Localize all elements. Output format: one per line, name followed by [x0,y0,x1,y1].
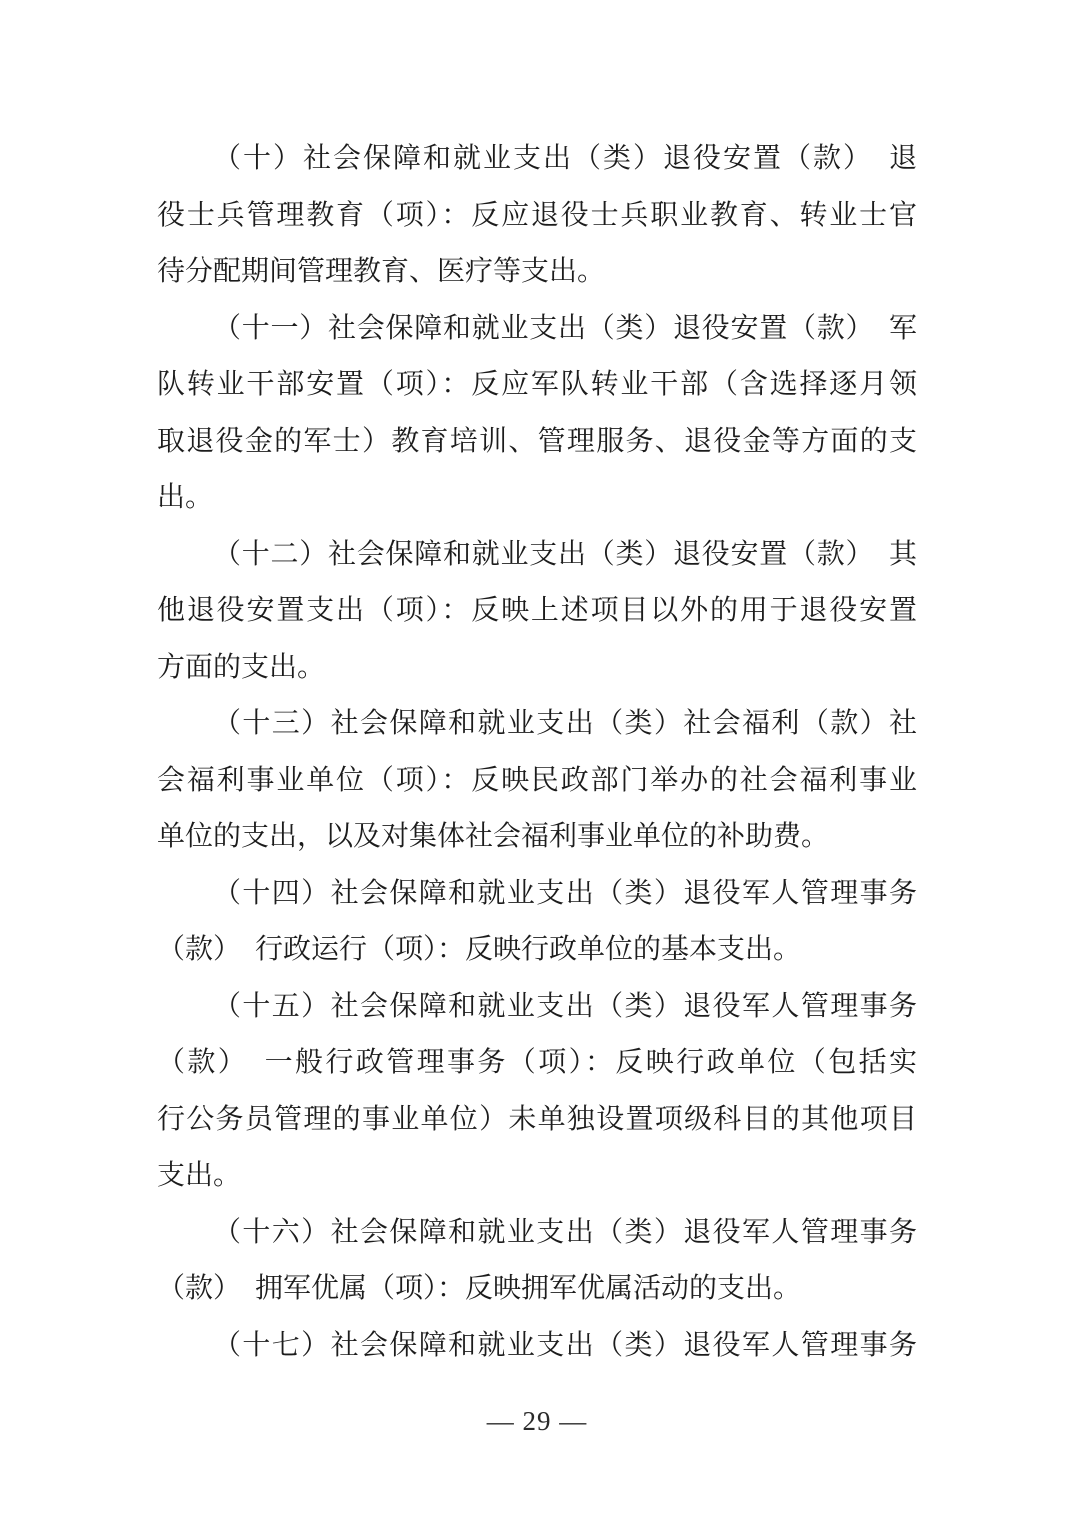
paragraph-item-13 [157,696,917,866]
paragraph-line: （十）社会保障和就业支出（类）退役安置（款） 退 [213,143,917,174]
paragraph-item-17 [157,1318,917,1375]
paragraph-line: 方面的支出。 [157,651,326,683]
paragraph-line: 取退役金的军士）教育培训、管理服务、退役金等方面的支 [157,425,917,457]
paragraph-line: （十二）社会保障和就业支出（类）退役安置（款） 其 [213,538,917,570]
paragraph-line: 会福利事业单位（项）：反映民政部门举办的社会福利事业 [157,764,917,796]
paragraph-line: （十三）社会保障和就业支出（类）社会福利（款）社 [213,708,917,739]
paragraph-item-12 [157,527,917,697]
paragraph-item-10 [157,131,917,301]
paragraph-item-15 [157,979,917,1205]
paragraph-line: （款） 行政运行（项）：反映行政单位的基本支出。 [157,934,802,965]
paragraph-line: （十五）社会保障和就业支出（类）退役军人管理事务 [213,990,917,1022]
paragraph-line: 待分配期间管理教育、医疗等支出。 [157,256,606,287]
paragraph-line: （十一）社会保障和就业支出（类）退役安置（款） 军 [213,312,917,344]
paragraph-line: （十六）社会保障和就业支出（类）退役军人管理事务 [213,1216,917,1248]
page-footer [0,1404,1074,1438]
paragraph-line: 行公务员管理的事业单位）未单独设置项级科目的其他项目 [157,1103,917,1135]
paragraph-line: 队转业干部安置（项）：反应军队转业干部（含选择逐月领 [157,369,917,400]
document-body [157,131,917,1374]
paragraph-line: （款） 一般行政管理事务（项）：反映行政单位（包括实 [157,1047,917,1078]
paragraph-line: 出。 [157,482,214,513]
paragraph-line: （十四）社会保障和就业支出（类）退役军人管理事务 [213,877,917,909]
page-number: — 29 — [486,1406,588,1436]
paragraph-item-11 [157,301,917,527]
paragraph-line: （款） 拥军优属（项）：反映拥军优属活动的支出。 [157,1273,802,1304]
paragraph-line: 单位的支出，以及对集体社会福利事业单位的补助费。 [157,821,830,852]
paragraph-item-14 [157,866,917,979]
paragraph-line: 役士兵管理教育（项）：反应退役士兵职业教育、转业士官 [157,199,917,231]
paragraph-item-16 [157,1205,917,1318]
paragraph-line: （十七）社会保障和就业支出（类）退役军人管理事务 [213,1329,917,1361]
paragraph-line: 他退役安置支出（项）：反映上述项目以外的用于退役安置 [157,595,917,626]
paragraph-line: 支出。 [157,1160,242,1191]
